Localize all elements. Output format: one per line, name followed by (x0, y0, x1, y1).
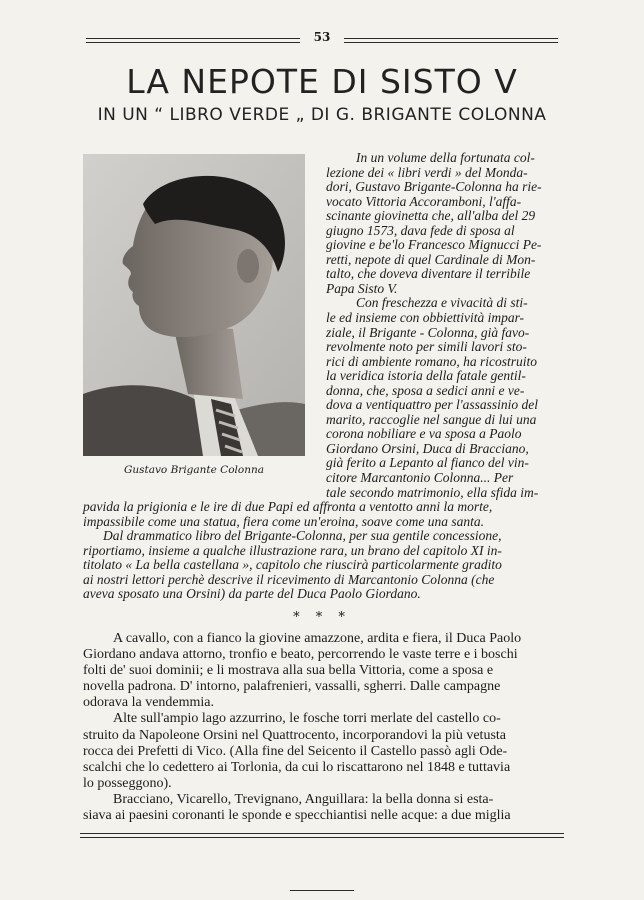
body-line: struito da Napoleone Orsini nel Quattrocento, incorporandovi la più vetusta (83, 727, 507, 743)
intro-line: dori, Gustavo Brigante-Colonna ha rie- (326, 179, 542, 195)
intro-line: le ed insieme con obbiettività impar- (326, 310, 525, 326)
intro-line: rici di ambiente romano, ha ricostruito (326, 353, 537, 369)
intro-line: Dal drammatico libro del Brigante-Colonna, per sua gentile concessione, (103, 528, 502, 544)
intro-line: In un volume della fortunata col- (356, 150, 535, 165)
intro-line: pavida la prigionia e le ire di due Papi ed affronta a ventotto anni la morte, (83, 499, 493, 514)
intro-line: marito, raccoglie nel sangue di lui una (326, 411, 537, 427)
body-line: Bracciano, Vicarello, Trevignano, Anguillara: la bella donna si esta- (113, 791, 494, 807)
intro-line: la veridica istoria della fatale gentil- (326, 368, 526, 384)
intro-line: citore Marcantonio Colonna... Per (326, 470, 514, 486)
intro-line: revolmente noto per simili lavori sto- (326, 339, 527, 355)
intro-full-width (83, 500, 561, 602)
intro-line: Con freschezza e vivacità di sti- (356, 295, 528, 311)
article-subtitle: IN UN “ LIBRO VERDE „ DI G. BRIGANTE COLONNA (97, 105, 547, 125)
portrait-caption: Gustavo Brigante Colonna (123, 464, 265, 476)
intro-line: riportiamo, insieme a qualche illustrazione rara, un brano del capitolo XI in- (83, 542, 502, 558)
body-line: odorava la vendemmia. (83, 695, 215, 711)
body-line: novella padrona. D' intorno, palafrenieri, vassalli, sgherri. Dalle campagne (83, 679, 501, 695)
intro-line: Giordano Orsini, Duca di Bracciano, (326, 440, 529, 456)
intro-line: giugno 1573, dava fede di sposa al (326, 222, 515, 238)
body-line: siava ai paesini coronanti le sponde e specchiantisi nelle acque: a due miglia (83, 808, 511, 824)
body-line: Giordano andava attorno, tronfio e beato, percorrendo le vaste terre e i boschi (83, 647, 518, 663)
intro-line: lezione dei « libri verdi » del Monda- (326, 164, 528, 180)
article-title: LA NEPOTE DI SISTO V (126, 62, 518, 101)
body-text (83, 631, 561, 824)
intro-line: già ferito a Lepanto al fianco del vin- (326, 455, 529, 471)
body-line: scalchi che lo cedettero ai Torlonia, da cui lo riscattarono nel 1848 e tuttavia (83, 759, 511, 775)
portrait-photo (83, 154, 305, 456)
footer-short-rule (290, 890, 354, 891)
intro-line: donna, che, sposa a sedici anni e ve- (326, 382, 525, 398)
body-line: lo posseggono). (83, 775, 172, 791)
intro-line: impassibile come una statua, fiera come un'eroina, soave come una santa. (83, 513, 484, 529)
body-line: Alte sull'ampio lago azzurrino, le fosche torri merlate del castello co- (113, 711, 501, 727)
intro-line: titolato « La bella castellana », capitolo che riuscirà particolarmente gradito (83, 557, 502, 573)
intro-line: ziale, il Brigante - Colonna, già favo- (326, 324, 530, 340)
intro-line: tale secondo matrimonio, ella sfida im- (326, 484, 539, 500)
footer-rule (80, 833, 564, 834)
intro-line: vocato Vittoria Accoramboni, l'affa- (326, 193, 522, 209)
intro-line: corona nobiliare e va sposa a Paolo (326, 426, 522, 442)
intro-line: giovine e be'lo Francesco Mignucci Pe- (326, 237, 542, 253)
intro-line: ai nostri lettori perchè descrive il ricevimento di Marcantonio Colonna (che (83, 571, 495, 587)
section-separator: * * * (293, 610, 351, 625)
footer-rule-lower (80, 837, 564, 838)
intro-line: retti, nepote di quel Cardinale di Mon- (326, 251, 536, 267)
body-line: rocca dei Prefetti di Vico. (Alla fine del Seicento il Castello passò agli Ode- (83, 743, 508, 759)
intro-line: dova a ventiquattro per l'assassinio del (326, 397, 538, 413)
intro-line: Papa Sisto V. (326, 280, 398, 296)
intro-line: aveva sposato una Orsini) da parte del Duca Paolo Giordano. (83, 586, 421, 602)
intro-line: talto, che doveva diventare il terribile (326, 266, 531, 282)
intro-column (326, 151, 564, 500)
intro-line: scinante giovinetta che, all'alba del 29 (326, 208, 536, 224)
body-line: A cavallo, con a fianco la giovine amazzone, ardita e fiera, il Duca Paolo (113, 631, 522, 646)
page-number: 53 (313, 30, 331, 44)
body-line: folti de' suoi dominii; e li mostrava alla sua bella Vittoria, come a sposa e (83, 663, 494, 679)
